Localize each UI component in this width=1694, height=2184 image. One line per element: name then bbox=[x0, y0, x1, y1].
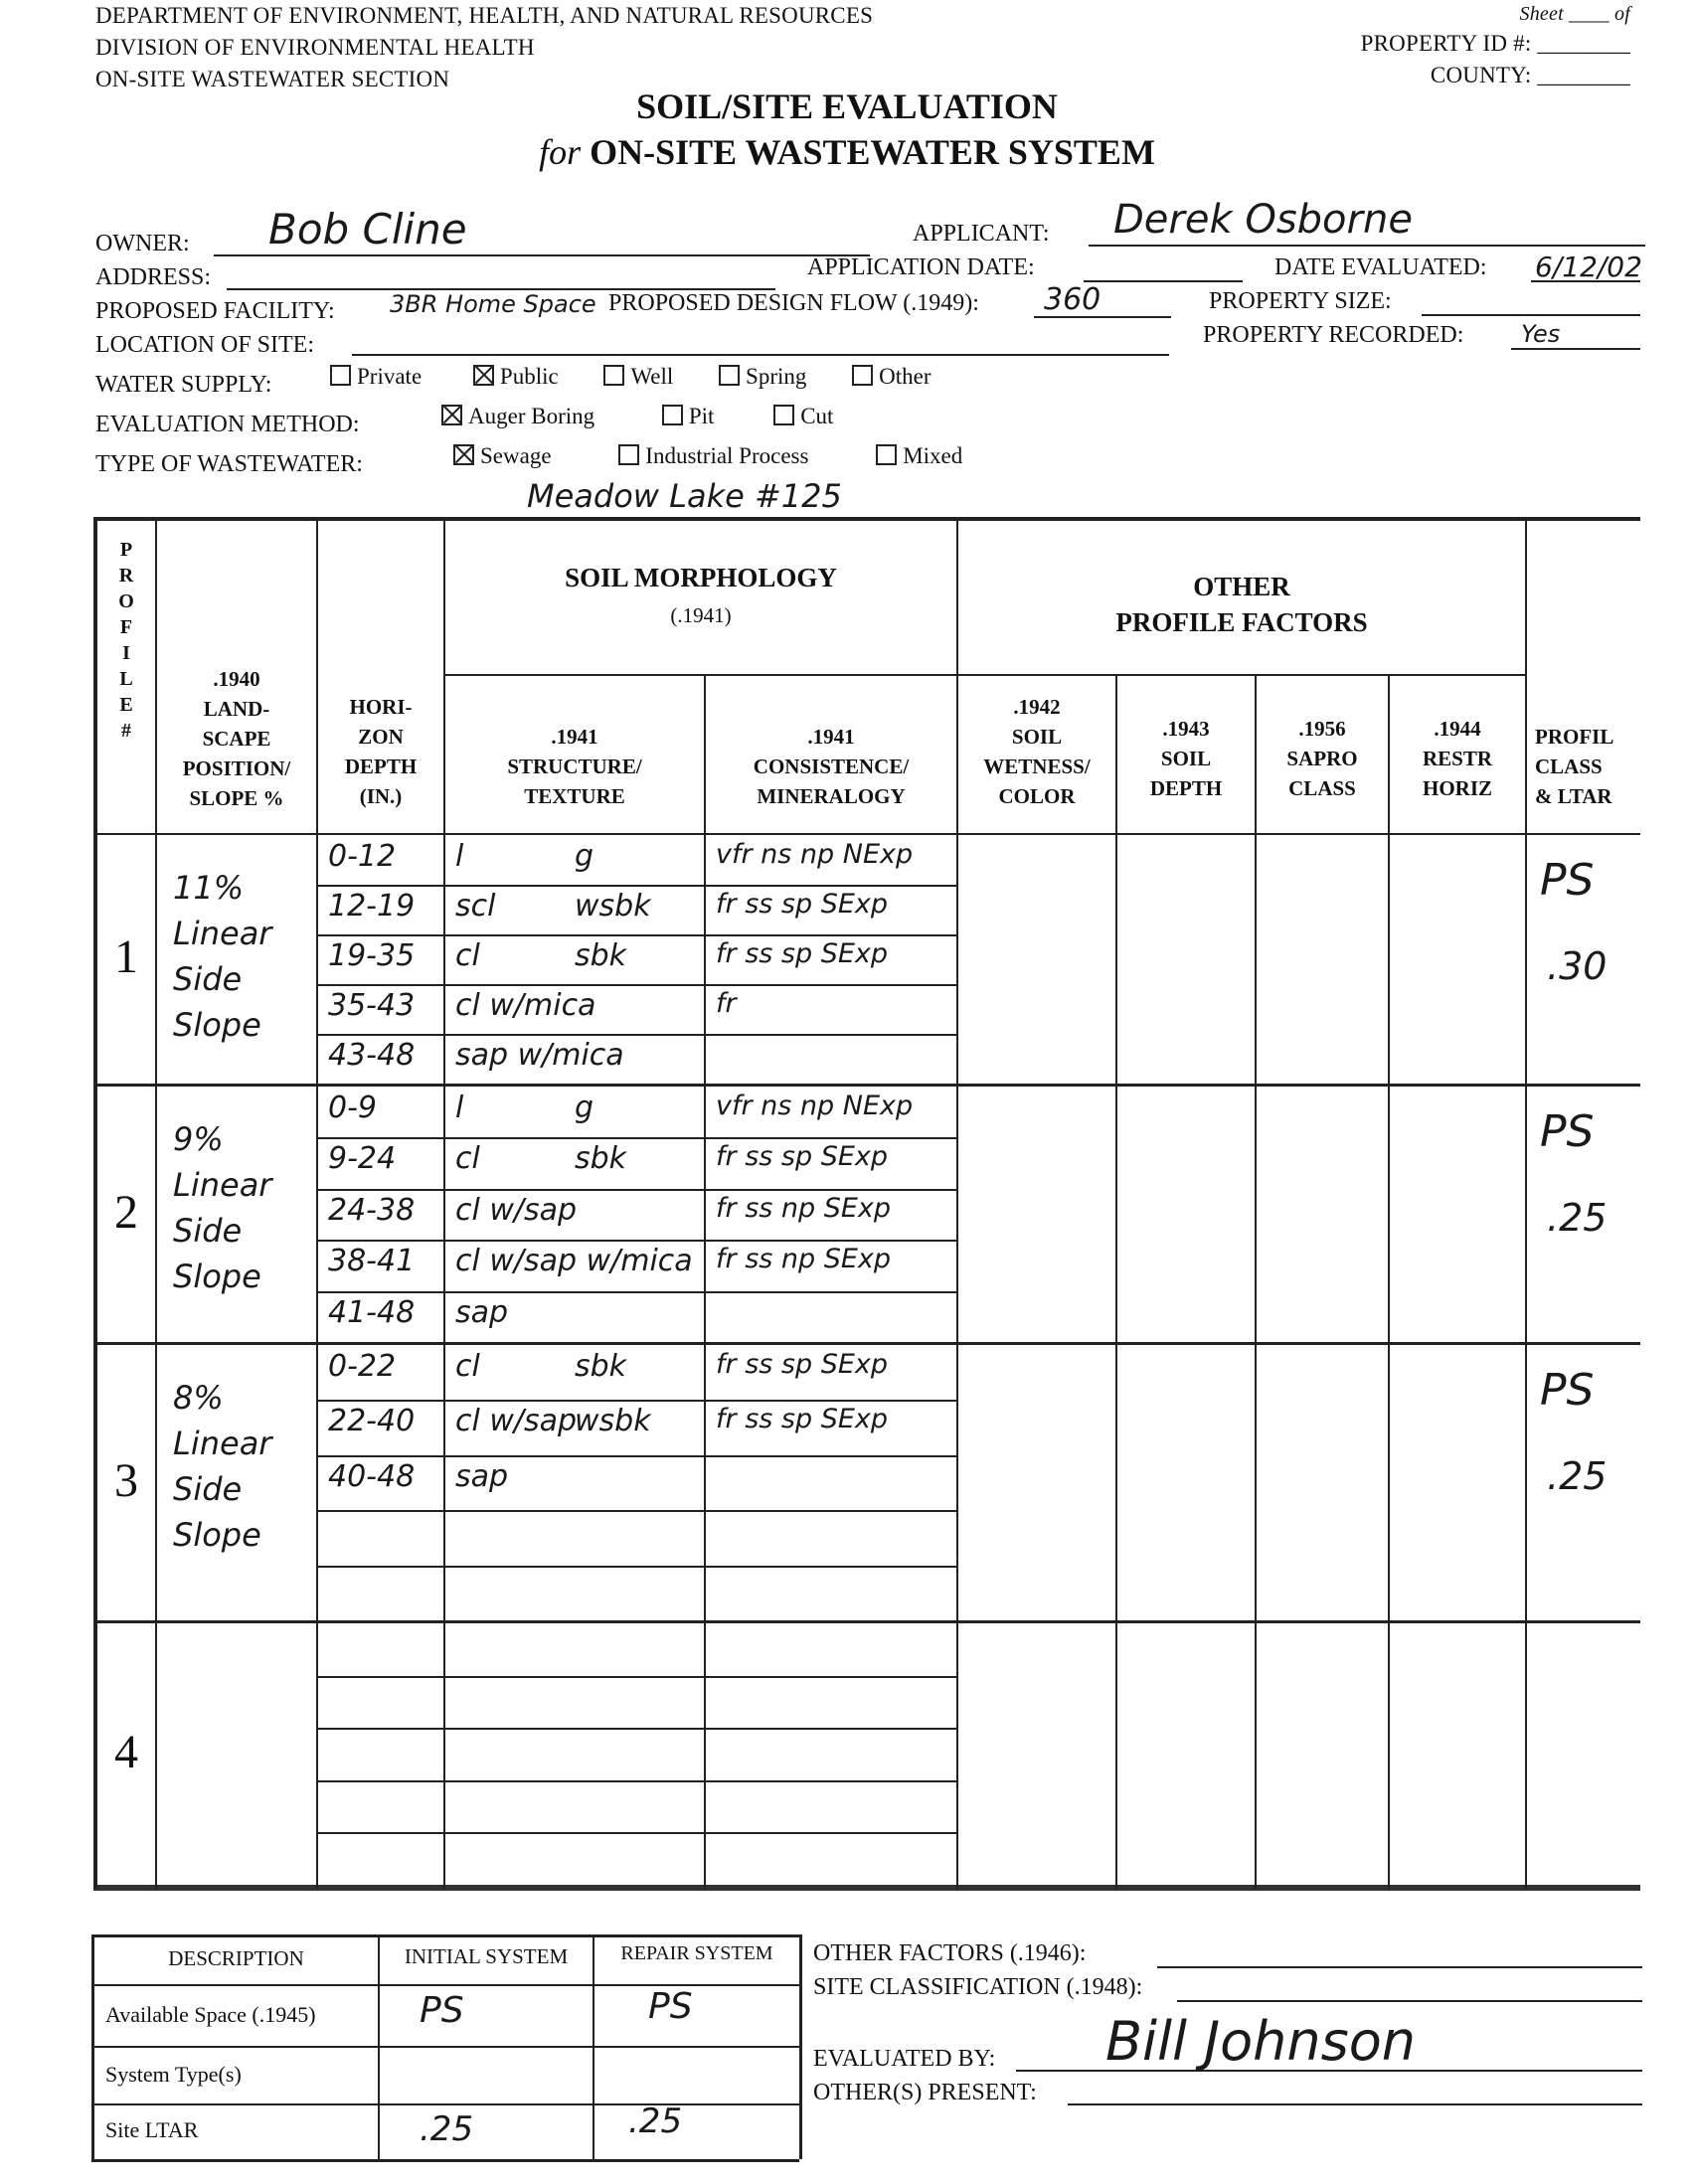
checkbox-checked-icon[interactable] bbox=[453, 444, 474, 465]
wetness-col-header: .1942 SOIL WETNESS/ COLOR bbox=[983, 695, 1091, 808]
texture-value[interactable]: sbk bbox=[575, 1349, 627, 1384]
owner-value[interactable]: Bob Cline bbox=[268, 205, 467, 253]
structure-value[interactable]: sap bbox=[455, 1458, 509, 1494]
profile-ltar-value[interactable]: .25 bbox=[1547, 1454, 1608, 1498]
checkbox-icon[interactable] bbox=[603, 365, 624, 386]
horizon-depth-value[interactable]: 41-48 bbox=[328, 1294, 416, 1330]
consistence-value[interactable]: fr ss sp SExp bbox=[716, 938, 889, 969]
structure-value[interactable]: cl bbox=[455, 938, 480, 973]
row-divider bbox=[318, 1291, 956, 1293]
summary-description-header: DESCRIPTION bbox=[168, 1946, 304, 1970]
location-line bbox=[352, 354, 1169, 356]
checkbox-icon[interactable] bbox=[852, 365, 873, 386]
eval-method-options bbox=[441, 404, 833, 429]
horizon-depth-value[interactable]: 40-48 bbox=[328, 1458, 416, 1494]
profile-class-value[interactable]: PS bbox=[1540, 1106, 1595, 1157]
horizon-depth-value[interactable]: 0-12 bbox=[328, 839, 397, 874]
summary-row-label: Available Space (.1945) bbox=[105, 2002, 316, 2027]
consistence-value[interactable]: vfr ns np NExp bbox=[716, 839, 914, 870]
profiles-layer bbox=[93, 517, 1640, 1889]
summary-repair-header: REPAIR SYSTEM bbox=[620, 1942, 773, 1964]
applicant-value[interactable]: Derek Osborne bbox=[1113, 197, 1413, 243]
location-label: LOCATION OF SITE: bbox=[95, 332, 314, 358]
row-divider bbox=[318, 1034, 956, 1036]
horizon-depth-value[interactable]: 38-41 bbox=[328, 1244, 416, 1279]
profile-class-value[interactable]: PS bbox=[1540, 855, 1595, 906]
row-divider bbox=[318, 1400, 956, 1402]
applicant-label: APPLICANT: bbox=[913, 221, 1050, 247]
texture-value[interactable]: wsbk bbox=[575, 889, 651, 924]
wastewater-sewage[interactable]: Sewage bbox=[453, 443, 552, 468]
property-recorded-value[interactable]: Yes bbox=[1521, 320, 1561, 348]
profile-number: 2 bbox=[114, 1185, 138, 1239]
design-flow-label: PROPOSED DESIGN FLOW (.1949): bbox=[608, 290, 979, 316]
consistence-value[interactable]: fr ss np SExp bbox=[716, 1192, 892, 1224]
water-spring[interactable]: Spring bbox=[719, 364, 806, 389]
checkbox-icon[interactable] bbox=[876, 444, 897, 465]
property-id-label: PROPERTY ID #: bbox=[1360, 31, 1532, 56]
landscape-value[interactable]: 11% Linear Side Slope bbox=[173, 869, 272, 1044]
row-divider bbox=[318, 1676, 956, 1678]
structure-value[interactable]: sap bbox=[455, 1294, 509, 1330]
structure-value[interactable]: cl w/sap w/mica bbox=[455, 1244, 693, 1279]
profile-class-value[interactable]: PS bbox=[1540, 1365, 1595, 1416]
landscape-value[interactable]: 9% Linear Side Slope bbox=[173, 1120, 272, 1295]
owner-line bbox=[214, 254, 870, 256]
water-supply-label: WATER SUPPLY: bbox=[95, 372, 272, 398]
horizon-depth-value[interactable]: 24-38 bbox=[328, 1192, 416, 1228]
horizon-depth-value[interactable]: 22-40 bbox=[328, 1404, 416, 1439]
eval-method-label: EVALUATION METHOD: bbox=[95, 412, 360, 437]
summary-available-repair[interactable]: PS bbox=[648, 1986, 693, 2027]
row-divider bbox=[318, 1566, 956, 1568]
row-divider bbox=[318, 1240, 956, 1242]
summary-row-label: System Type(s) bbox=[105, 2062, 242, 2087]
checkbox-icon[interactable] bbox=[719, 365, 740, 386]
checkbox-icon[interactable] bbox=[330, 365, 351, 386]
owner-label: OWNER: bbox=[95, 231, 190, 256]
soil-morphology-header: SOIL MORPHOLOGY bbox=[565, 563, 837, 592]
structure-value[interactable]: cl bbox=[455, 1141, 480, 1177]
date-evaluated-label: DATE EVALUATED: bbox=[1274, 254, 1487, 280]
row-divider bbox=[318, 1510, 956, 1512]
texture-value[interactable]: g bbox=[575, 1091, 594, 1125]
checkbox-icon[interactable] bbox=[618, 444, 639, 465]
summary-section bbox=[91, 1934, 1642, 2163]
water-private[interactable]: Private bbox=[330, 364, 422, 389]
checkbox-icon[interactable] bbox=[773, 405, 794, 425]
row-divider bbox=[318, 1728, 956, 1730]
wastewater-mixed[interactable]: Mixed bbox=[876, 443, 962, 468]
profile-number: 3 bbox=[114, 1453, 138, 1507]
row-divider bbox=[318, 1189, 956, 1191]
structure-value[interactable]: cl bbox=[455, 1349, 480, 1384]
class-col-header: PROFIL CLASS & LTAR bbox=[1535, 725, 1614, 808]
summary-row-label: Site LTAR bbox=[105, 2117, 199, 2142]
water-well[interactable]: Well bbox=[603, 364, 673, 389]
consistence-value[interactable]: fr ss sp SExp bbox=[716, 1349, 889, 1380]
other-factors-line bbox=[1157, 1966, 1642, 1968]
wastewater-industrial[interactable]: Industrial Process bbox=[618, 443, 808, 468]
horizon-depth-value[interactable]: 0-22 bbox=[328, 1349, 397, 1384]
applicant-line bbox=[1089, 245, 1645, 247]
row-divider bbox=[318, 1832, 956, 1834]
consistence-value[interactable]: fr ss sp SExp bbox=[716, 1404, 889, 1435]
horizon-col-header: HORI- ZON DEPTH (IN.) bbox=[344, 695, 418, 808]
summary-initial-header: INITIAL SYSTEM bbox=[404, 1944, 569, 1968]
eval-pit[interactable]: Pit bbox=[662, 404, 715, 428]
form-title bbox=[0, 84, 1694, 175]
date-evaluated-value[interactable]: 6/12/02 bbox=[1535, 251, 1642, 283]
property-size-line bbox=[1422, 314, 1640, 316]
consistence-value[interactable]: vfr ns np NExp bbox=[716, 1091, 914, 1121]
evaluated-by-label: EVALUATED BY: bbox=[813, 2046, 996, 2072]
checkbox-checked-icon[interactable] bbox=[473, 365, 494, 386]
design-flow-value[interactable]: 360 bbox=[1044, 282, 1101, 317]
structure-value[interactable]: cl w/sap bbox=[455, 1192, 578, 1228]
eval-auger[interactable]: Auger Boring bbox=[441, 404, 594, 428]
of-label: of bbox=[1614, 3, 1630, 25]
row-divider bbox=[318, 934, 956, 936]
row-divider bbox=[318, 885, 956, 887]
soil-depth-col-header: .1943 SOIL DEPTH bbox=[1149, 717, 1223, 800]
evaluated-by-signature: Bill Johnson bbox=[1105, 2010, 1417, 2073]
checkbox-icon[interactable] bbox=[662, 405, 683, 425]
wastewater-label: TYPE OF WASTEWATER: bbox=[95, 451, 363, 477]
dept-line-3: ON-SITE WASTEWATER SECTION bbox=[95, 67, 450, 91]
summary-ltar-initial[interactable]: .25 bbox=[420, 2109, 474, 2149]
restr-col-header: .1944 RESTR HORIZ bbox=[1422, 717, 1493, 800]
consistence-value[interactable]: fr ss sp SExp bbox=[716, 1141, 889, 1173]
water-public[interactable]: Public bbox=[473, 364, 559, 389]
proposed-facility-label: PROPOSED FACILITY: bbox=[95, 298, 335, 324]
row-divider bbox=[318, 1137, 956, 1139]
structure-value[interactable]: l bbox=[455, 839, 464, 874]
application-date-line bbox=[1084, 280, 1243, 282]
row-divider bbox=[318, 984, 956, 986]
consistence-value[interactable]: fr ss sp SExp bbox=[716, 889, 889, 920]
summary-ltar-repair[interactable]: .25 bbox=[628, 2101, 683, 2141]
texture-value[interactable]: wsbk bbox=[575, 1404, 651, 1439]
checkbox-checked-icon[interactable] bbox=[441, 405, 462, 425]
others-present-line bbox=[1068, 2103, 1642, 2105]
horizon-depth-value[interactable]: 35-43 bbox=[328, 988, 416, 1023]
other-factors-label: OTHER FACTORS (.1946): bbox=[813, 1940, 1087, 1966]
other-profile-factors-header: OTHER PROFILE FACTORS bbox=[1115, 572, 1368, 637]
structure-col-header: .1941 STRUCTURE/ TEXTURE bbox=[507, 725, 642, 808]
wastewater-options bbox=[453, 443, 962, 469]
handwritten-note: Meadow Lake #125 bbox=[527, 477, 842, 515]
site-classification-line bbox=[1177, 2000, 1642, 2002]
dept-line-1: DEPARTMENT OF ENVIRONMENT, HEALTH, AND NATURAL RESOURCES bbox=[95, 3, 874, 28]
horizon-depth-value[interactable]: 43-48 bbox=[328, 1038, 416, 1073]
horizon-depth-value[interactable]: 12-19 bbox=[328, 889, 416, 924]
title-for: for bbox=[539, 132, 582, 172]
structure-value[interactable]: cl w/sap bbox=[455, 1404, 578, 1439]
horizon-depth-value[interactable]: 19-35 bbox=[328, 938, 416, 973]
consistence-col-header: .1941 CONSISTENCE/ MINERALOGY bbox=[753, 725, 910, 808]
structure-value[interactable]: sap w/mica bbox=[455, 1038, 624, 1073]
sheet-block: Sheet ____ of PROPERTY ID #: ________ COUNTY: ________ bbox=[1360, 3, 1630, 87]
water-other[interactable]: Other bbox=[852, 364, 931, 389]
property-recorded-line bbox=[1511, 348, 1640, 350]
profile-number: 4 bbox=[114, 1725, 138, 1778]
landscape-col-header: .1940 LAND- SCAPE POSITION/ SLOPE % bbox=[182, 667, 291, 810]
row-divider bbox=[318, 1780, 956, 1782]
address-label: ADDRESS: bbox=[95, 264, 212, 290]
structure-value[interactable]: scl bbox=[455, 889, 496, 924]
title-line-1: SOIL/SITE EVALUATION bbox=[636, 86, 1058, 126]
title-line-2: ON-SITE WASTEWATER SYSTEM bbox=[590, 132, 1155, 172]
profile-ltar-value[interactable]: .25 bbox=[1547, 1196, 1608, 1240]
department-header bbox=[95, 0, 873, 95]
profile-ltar-value[interactable]: .30 bbox=[1547, 944, 1608, 988]
property-size-label: PROPERTY SIZE: bbox=[1209, 288, 1392, 314]
landscape-value[interactable]: 8% Linear Side Slope bbox=[173, 1379, 272, 1554]
soil-morphology-code: (.1941) bbox=[670, 603, 732, 627]
structure-value[interactable]: l bbox=[455, 1091, 464, 1125]
water-supply-options bbox=[330, 364, 932, 390]
proposed-facility-value[interactable]: 3BR Home Space bbox=[390, 290, 596, 318]
sheet-label: Sheet bbox=[1519, 3, 1564, 25]
texture-value[interactable]: g bbox=[575, 839, 594, 874]
structure-value[interactable]: cl w/mica bbox=[455, 988, 596, 1023]
profile-number: 1 bbox=[114, 930, 138, 983]
county-label: COUNTY: bbox=[1430, 63, 1532, 87]
eval-cut[interactable]: Cut bbox=[773, 404, 833, 428]
texture-value[interactable]: sbk bbox=[575, 1141, 627, 1177]
consistence-value[interactable]: fr ss np SExp bbox=[716, 1244, 892, 1275]
horizon-depth-value[interactable]: 9-24 bbox=[328, 1141, 397, 1177]
horizon-depth-value[interactable]: 0-9 bbox=[328, 1091, 377, 1125]
application-date-label: APPLICATION DATE: bbox=[807, 254, 1035, 280]
site-classification-label: SITE CLASSIFICATION (.1948): bbox=[813, 1974, 1143, 2000]
sapro-col-header: .1956 SAPRO CLASS bbox=[1286, 717, 1358, 800]
consistence-value[interactable]: fr bbox=[716, 988, 737, 1019]
summary-available-initial[interactable]: PS bbox=[420, 1990, 464, 2031]
texture-value[interactable]: sbk bbox=[575, 938, 627, 973]
profile-col-header: P R O F I L E # bbox=[118, 539, 134, 742]
dept-line-2: DIVISION OF ENVIRONMENTAL HEALTH bbox=[95, 35, 535, 60]
property-recorded-label: PROPERTY RECORDED: bbox=[1203, 322, 1464, 348]
row-divider bbox=[318, 1455, 956, 1457]
others-present-label: OTHER(S) PRESENT: bbox=[813, 2080, 1037, 2105]
